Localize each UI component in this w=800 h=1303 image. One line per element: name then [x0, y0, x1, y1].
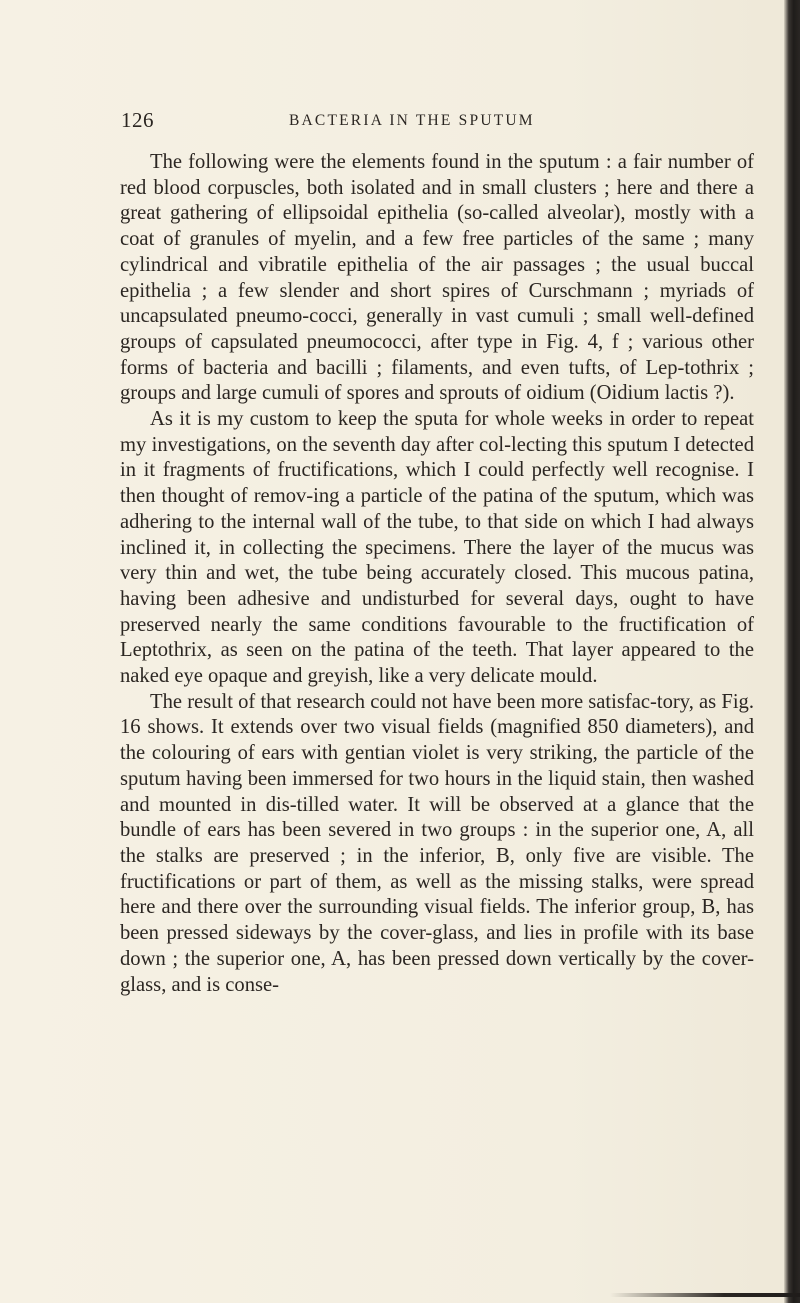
running-head: BACTERIA IN THE SPUTUM	[289, 112, 535, 129]
paragraph-research-result: The result of that research could not have been more satisfac-tory, as Fig. 16 shows. It extends over two visual fields (magnified 850 diameters), and the colouring of ears with gentian violet is very striking, the particle of the sputum having been immersed for two hours in the liquid stain, then washed and mounted in dis-tilled water. It will be observed at a glance that the bundle of ears has been severed in two groups : in the superior one, A, all the stalks are preserved ; in the inferior, B, only five are visible. The fructifications or part of them, as well as the missing stalks, were spread here and there over the surrounding visual fields. The inferior group, B, has been pressed sideways by the cover-glass, and lies in profile with its base down ; the superior one, A, has been pressed down vertically by the cover-glass, and is conse-	[120, 690, 754, 996]
paragraph-custom-keep-sputa: As it is my custom to keep the sputa for whole weeks in order to repeat my investigations, on the seventh day after col-lecting this sputum I detected in it fragments of fructifications, which I could perfectly well recognise. I then thought of remov-ing a particle of the patina of the sputum, which was adhering to the internal wall of the tube, to that side on which I had always inclined it, in collecting the specimens. There the layer of the mucus was very thin and wet, the tube being accurately closed. This mucous patina, having been adhesive and undisturbed for several days, ought to have preserved nearly the same conditions favourable to the fructification of Leptothrix, as seen on the patina of the teeth. That layer appeared to the naked eye opaque and greyish, like a very delicate mould.	[120, 408, 754, 688]
body-text	[120, 150, 754, 998]
paragraph-elements-found: The following were the elements found in the sputum : a fair number of red blood corpuscles, both isolated and in small clusters ; here and there a great gathering of ellipsoidal epithelia (so-called alveolar), mostly with a coat of granules of myelin, and a few free particles of the same ; many cylindrical and vibratile epithelia of the air passages ; the usual buccal epithelia ; a few slender and short spires of Curschmann ; myriads of uncapsulated pneumo-cocci, generally in vast cumuli ; small well-defined groups of capsulated pneumococci, after type in Fig. 4, f ; various other forms of bacteria and bacilli ; filaments, and even tufts, of Lep-tothrix ; groups and large cumuli of spores and sprouts of oidium (Oidium lactis ?).	[120, 151, 754, 405]
page-number: 126	[121, 108, 154, 132]
page-header	[121, 108, 761, 138]
book-binding-edge	[784, 0, 800, 1303]
page-bottom-shadow	[610, 1293, 800, 1297]
